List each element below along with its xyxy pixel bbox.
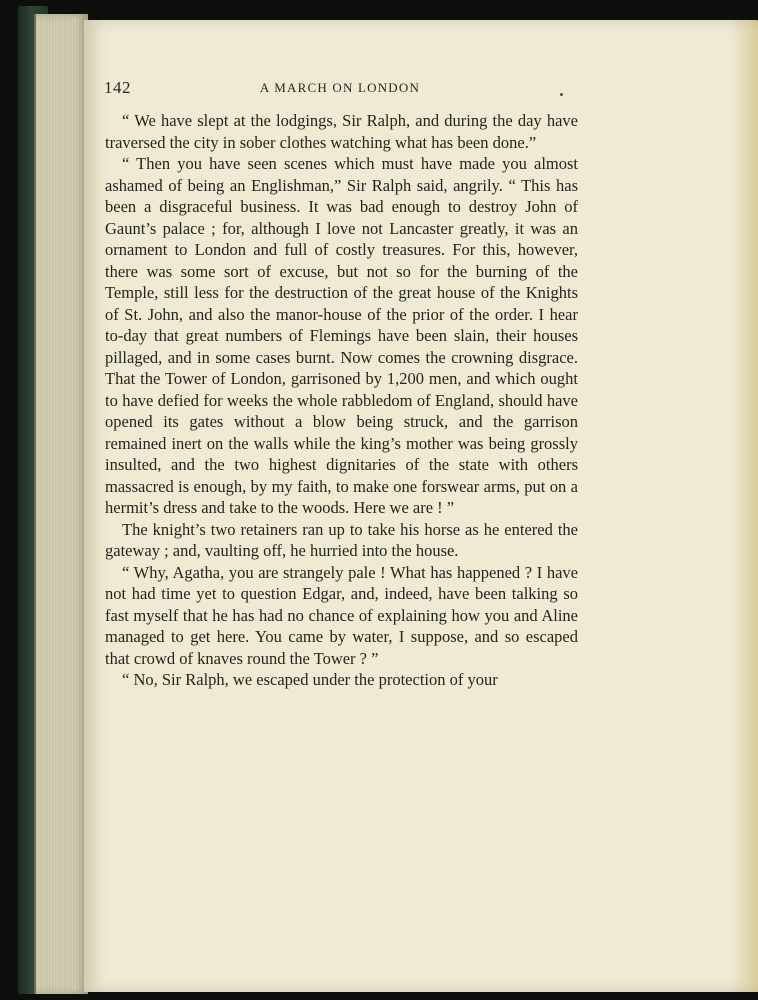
running-title: A MARCH ON LONDON	[259, 80, 421, 95]
body-text	[105, 110, 578, 691]
page-edges	[34, 14, 88, 994]
paragraph: “ Then you have seen scenes which must have made you almost ashamed of being an Englishman,” Sir Ralph said, angrily. “ This has been a disgraceful business. It was bad enough to destroy John of Gaunt’s palace ; for, although I love not Lancaster greatly, it was an ornament to London and full of costly treasures. For this, however, there was some sort of excuse, but not so for the burning of the Temple, still less for the destruction of the great house of the Knights of St. John, and also the manor-house of the prior of the order. I hear to-day that great numbers of Flemings have been slain, their houses pillaged, and in some cases burnt. Now comes the crowning disgrace. That the Tower of London, garrisoned by 1,200 men, and which ought to have defied for weeks the whole rabbledom of England, should have opened its gates without a blow being struck, and the garrison remained inert on the walls while the king’s mother was being grossly insulted, and the two highest dignitaries of the state with others massacred is enough, by my faith, to make one forswear arms, put on a hermit’s dress and take to the woods. Here we are ! ”	[105, 154, 578, 517]
paragraph: “ We have slept at the lodgings, Sir Ralph, and during the day have traversed the city in sober clothes watching what has been done.”	[105, 111, 578, 152]
paragraph: “ No, Sir Ralph, we escaped under the protection of your	[122, 670, 498, 689]
running-head	[104, 78, 576, 102]
paragraph: “ Why, Agatha, you are strangely pale ! What has happened ? I have not had time yet to question Edgar, and, indeed, have been talking so fast myself that he has had no chance of explaining how you and Aline managed to get here. You came by water, I suppose, and so escaped that crowd of knaves round the Tower ? ”	[105, 562, 578, 668]
page-aging-tint	[730, 20, 758, 992]
paragraph: The knight’s two retainers ran up to take his horse as he entered the gateway ; and, vaulting off, he hurried into the house.	[105, 519, 578, 560]
page-number: 142	[104, 78, 131, 97]
ink-speck	[560, 93, 563, 96]
